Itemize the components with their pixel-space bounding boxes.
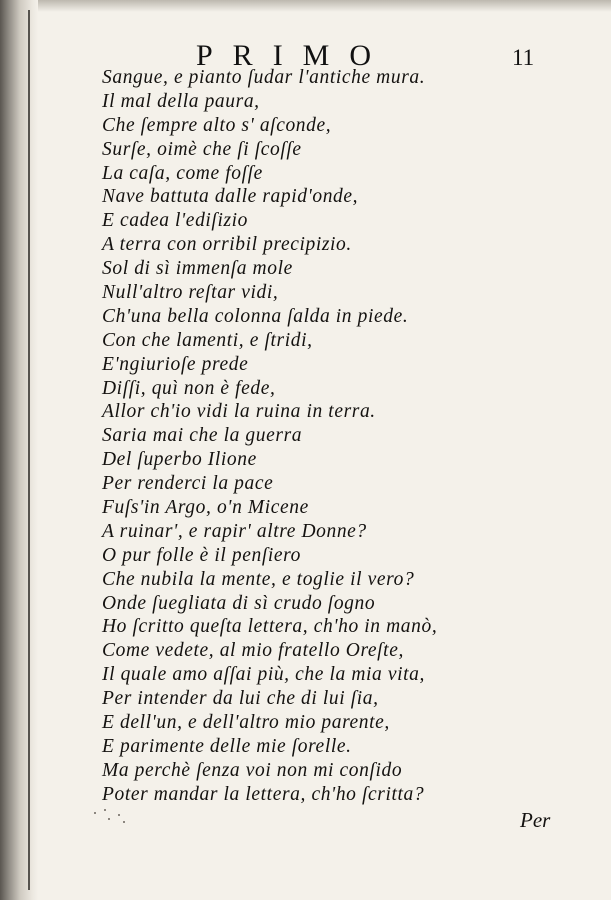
catchword: Per — [520, 808, 551, 832]
verse-line: Nave battuta dalle rapid'onde, — [102, 186, 359, 208]
verse-line: Null'altro reſtar vidi, — [102, 282, 279, 304]
verse-line: Che ſempre alto s' aſconde, — [102, 114, 332, 136]
verse-line: Del ſuperbo Ilione — [102, 449, 257, 471]
verse-line: La caſa, come foſſe — [102, 162, 263, 184]
verse-line: Il quale amo aſſai più, che la mia vita, — [102, 664, 425, 686]
verse-line: E cadea l'ediſizio — [102, 210, 249, 232]
verse-line: A terra con orribil precipizio. — [102, 234, 352, 256]
verse-line: Per renderci la pace — [102, 473, 274, 495]
page-top-edge — [0, 0, 611, 12]
binding-edge-line — [28, 10, 30, 890]
verse-line: Che nubila la mente, e toglie il vero? — [102, 568, 415, 590]
verse-line: Saria mai che la guerra — [102, 425, 303, 447]
verse-line: Ho ſcritto queſta lettera, ch'ho in manò, — [102, 616, 438, 638]
verse-line: Con che lamenti, e ſtridi, — [102, 329, 313, 351]
verse-text-block — [102, 66, 437, 807]
verse-line: E'ngiurioſe prede — [102, 353, 249, 375]
page-number: 11 — [512, 45, 535, 70]
verse-line: Diſſi, quì non è fede, — [102, 377, 276, 399]
running-title: PRIMO — [196, 39, 392, 72]
verse-line: Come vedete, al mio fratello Oreſte, — [102, 640, 404, 662]
ink-blemish — [92, 806, 132, 826]
verse-line: A ruinar', e rapir' altre Donne? — [102, 520, 367, 542]
verse-line: Sol di sì immenſa mole — [102, 258, 293, 280]
verse-line: Poter mandar la lettera, ch'ho ſcritta? — [102, 783, 425, 805]
verse-line: E dell'un, e dell'altro mio parente, — [102, 712, 390, 734]
verse-line: Il mal della paura, — [102, 90, 260, 112]
verse-line: O pur folle è il penſiero — [102, 544, 301, 566]
binding-gutter — [0, 0, 38, 900]
verse-line: Ch'una bella colonna ſalda in piede. — [102, 305, 409, 327]
verse-line: Surſe, oimè che ſi ſcoſſe — [102, 138, 302, 160]
verse-line: Per intender da lui che di lui ſia, — [102, 688, 379, 710]
verse-line: Sangue, e pianto ſudar l'antiche mura. — [102, 67, 426, 88]
verse-line: E parimente delle mie ſorelle. — [102, 735, 352, 757]
verse-line: Onde ſuegliata di sì crudo ſogno — [102, 592, 376, 614]
verse-line: Allor ch'io vidi la ruina in terra. — [102, 401, 376, 423]
verse-line: Fuſs'in Argo, o'n Micene — [102, 497, 309, 519]
verse-line: Ma perchè ſenza voi non mi conſido — [102, 759, 403, 781]
